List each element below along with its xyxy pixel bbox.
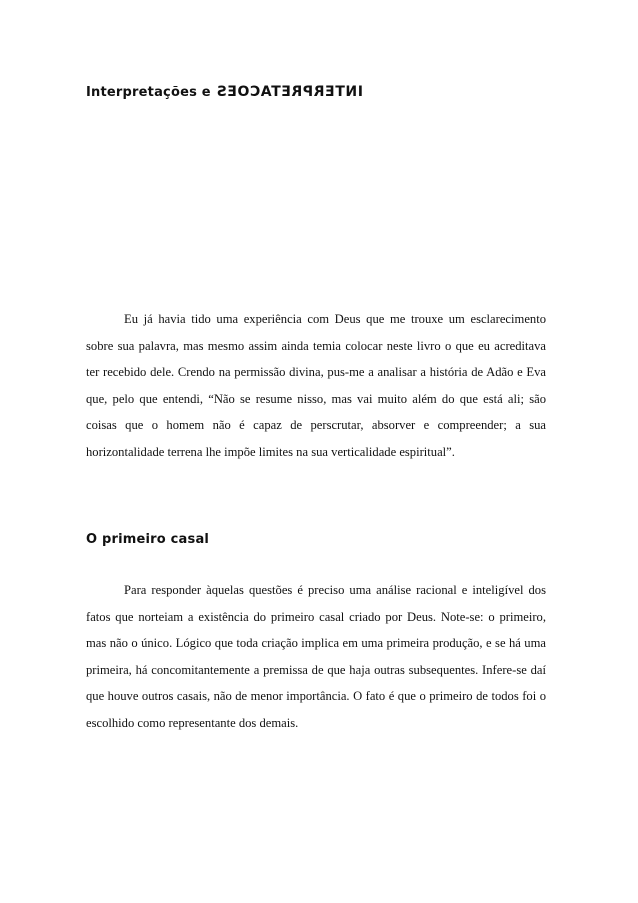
title-mirrored-text: INTERPRETACOES: [215, 84, 363, 100]
title-prefix: Interpretações e: [86, 85, 216, 100]
section-heading: O primeiro casal: [86, 532, 210, 547]
section-paragraph: Para responder àquelas questões é preciso uma análise racional e inteligível dos fatos que norteiam a existência do primeiro casal criado por Deus. Note-se: o primeiro, mas não o único. Lógico que toda criação implica em uma primeira produção, e se há uma primeira, há concomitantemente a premissa de que haja outras subsequentes. Infere-se daí que houve outros casais, não de menor importância. O fato é que o primeiro de todos foi o escolhido como representante dos demais.: [86, 583, 546, 730]
page-title: [86, 84, 362, 100]
intro-paragraph: Eu já havia tido uma experiência com Deus que me trouxe um esclarecimento sobre sua palavra, mas mesmo assim ainda temia colocar neste livro o que eu acreditava ter recebido dele. Crendo na permissão divina, pus-me a analisar a história de Adão e Eva que, pelo que entendi, “Não se resume nisso, mas vai muito além do que está ali; são coisas que o homem não é capaz de perscrutar, absorver e compreender; a sua horizontalidade terrena lhe impõe limites na sua verticalidade espiritual”.: [86, 312, 546, 459]
